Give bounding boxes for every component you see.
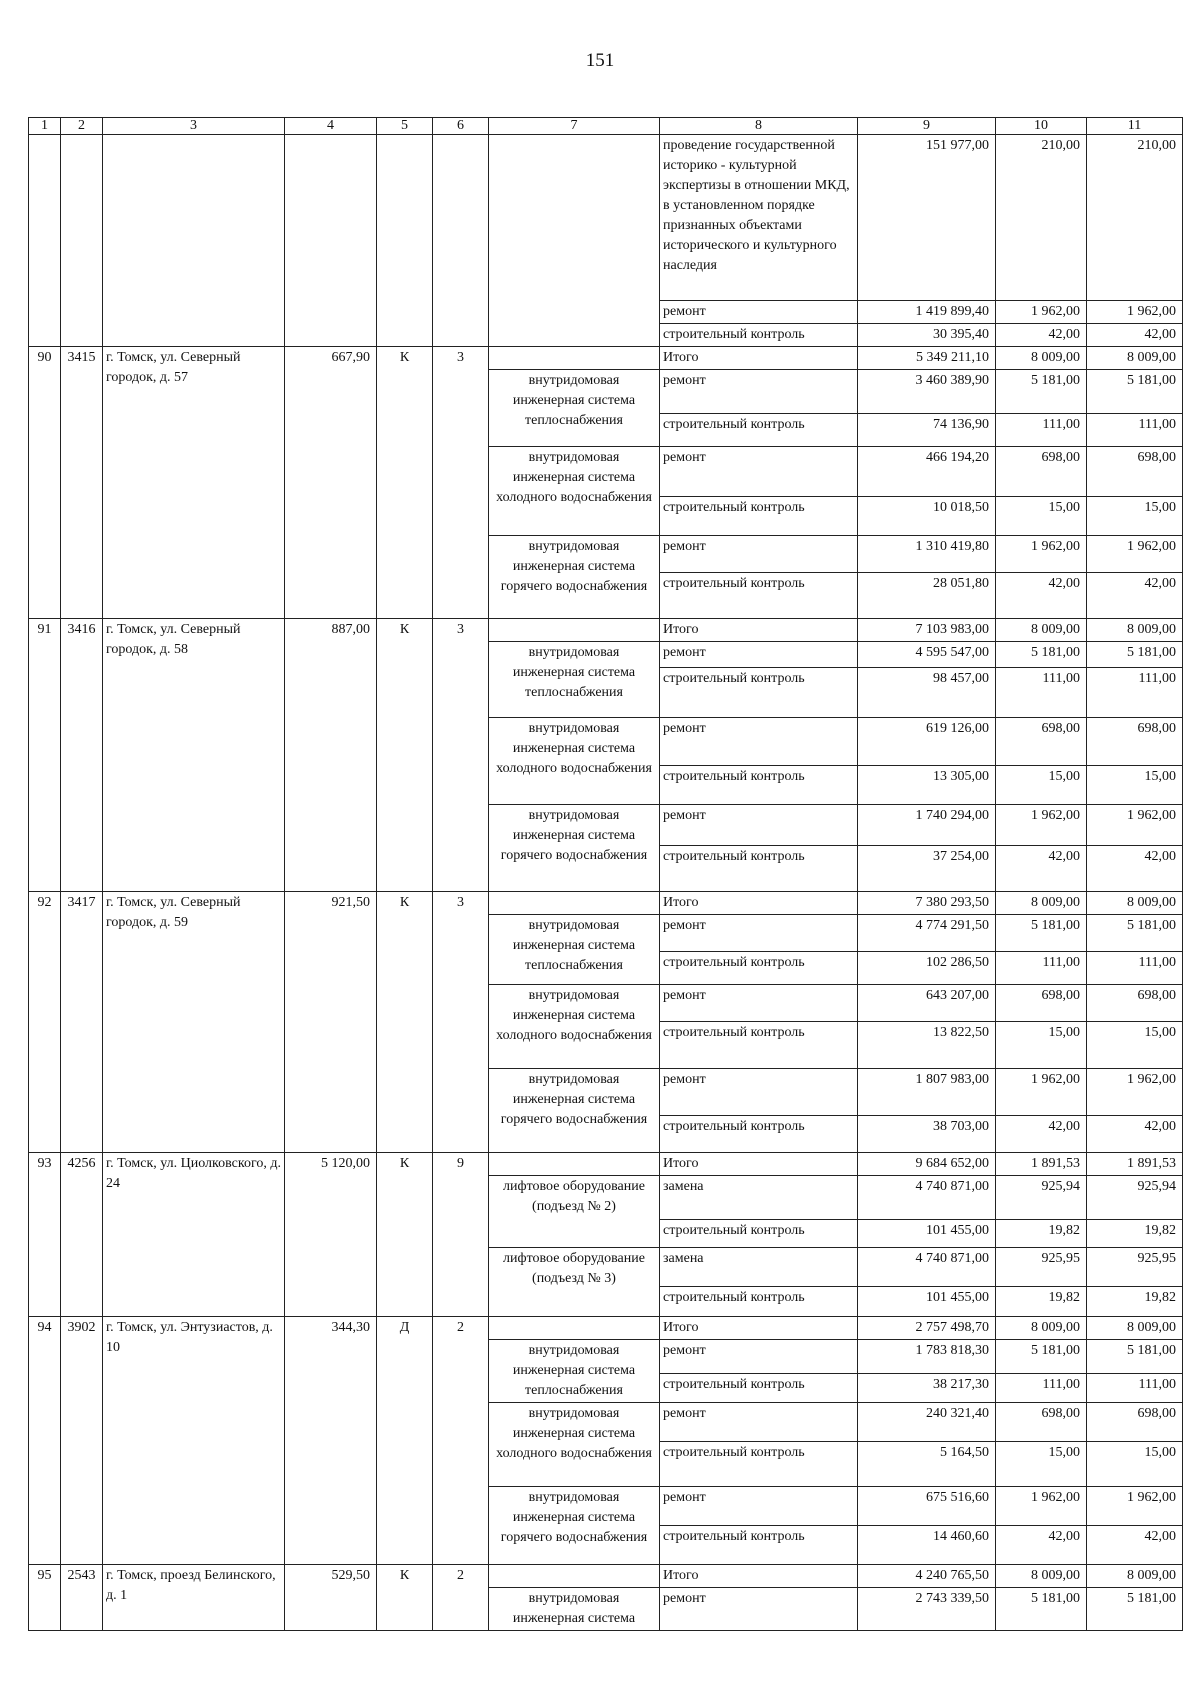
column-number: 5: [377, 118, 433, 135]
engineering-system: внутридомовая инженерная система холодного водоснабжения: [489, 985, 660, 1069]
work-type: ремонт: [660, 1340, 858, 1374]
cost-per-sqm: 8 009,00: [996, 892, 1087, 915]
cell-empty: [103, 135, 285, 347]
cost-per-sqm: 19,82: [996, 1287, 1087, 1317]
work-type: ремонт: [660, 1588, 858, 1631]
cost-per-sqm: 8 009,00: [996, 347, 1087, 370]
building-floors: 3: [433, 619, 489, 892]
cost-per-sqm: 698,00: [996, 447, 1087, 497]
engineering-system: внутридомовая инженерная система теплоснабжения: [489, 642, 660, 718]
cost-limit: 698,00: [1087, 985, 1183, 1022]
cost-total: 28 051,80: [858, 573, 996, 619]
work-type: ремонт: [660, 1403, 858, 1442]
cost-total: 619 126,00: [858, 718, 996, 766]
repair-schedule-table: [28, 117, 1183, 1631]
work-type: ремонт: [660, 642, 858, 668]
cost-total: 7 103 983,00: [858, 619, 996, 642]
work-type: строительный контроль: [660, 1287, 858, 1317]
building-code: 2543: [61, 1565, 103, 1631]
cost-per-sqm: 5 181,00: [996, 370, 1087, 414]
cost-total: 5 349 211,10: [858, 347, 996, 370]
column-number: 11: [1087, 118, 1183, 135]
cost-per-sqm: 925,94: [996, 1176, 1087, 1220]
work-type: ремонт: [660, 370, 858, 414]
work-type: Итого: [660, 1153, 858, 1176]
cost-per-sqm: 42,00: [996, 324, 1087, 347]
cost-limit: 111,00: [1087, 952, 1183, 985]
cost-total: 2 743 339,50: [858, 1588, 996, 1631]
cost-total: 98 457,00: [858, 668, 996, 718]
column-number: 2: [61, 118, 103, 135]
cost-total: 7 380 293,50: [858, 892, 996, 915]
cost-total: 2 757 498,70: [858, 1317, 996, 1340]
cost-per-sqm: 210,00: [996, 135, 1087, 301]
cost-total: 240 321,40: [858, 1403, 996, 1442]
cost-limit: 1 891,53: [1087, 1153, 1183, 1176]
building-area: 344,30: [285, 1317, 377, 1565]
building-address: г. Томск, ул. Северный городок, д. 59: [103, 892, 285, 1153]
table-row: [29, 1153, 1183, 1176]
building-address: г. Томск, ул. Энтузиастов, д. 10: [103, 1317, 285, 1565]
work-type: строительный контроль: [660, 766, 858, 805]
cost-limit: 42,00: [1087, 846, 1183, 892]
work-type: ремонт: [660, 536, 858, 573]
cost-total: 151 977,00: [858, 135, 996, 301]
engineering-system: внутридомовая инженерная система горячего водоснабжения: [489, 805, 660, 892]
engineering-system: внутридомовая инженерная система теплоснабжения: [489, 370, 660, 447]
building-type: К: [377, 892, 433, 1153]
cost-per-sqm: 698,00: [996, 985, 1087, 1022]
building-type: К: [377, 619, 433, 892]
building-type: К: [377, 1565, 433, 1631]
work-type: ремонт: [660, 985, 858, 1022]
cell-empty: [285, 135, 377, 347]
column-number: 7: [489, 118, 660, 135]
cost-per-sqm: 111,00: [996, 952, 1087, 985]
cost-total: 1 783 818,30: [858, 1340, 996, 1374]
cost-per-sqm: 5 181,00: [996, 1340, 1087, 1374]
building-floors: 3: [433, 892, 489, 1153]
row-number: 94: [29, 1317, 61, 1565]
cost-per-sqm: 925,95: [996, 1248, 1087, 1287]
work-type: строительный контроль: [660, 1116, 858, 1153]
work-type: строительный контроль: [660, 324, 858, 347]
cost-total: 101 455,00: [858, 1220, 996, 1248]
row-number: 91: [29, 619, 61, 892]
column-number: 6: [433, 118, 489, 135]
work-type: Итого: [660, 892, 858, 915]
cost-limit: 698,00: [1087, 718, 1183, 766]
cost-total: 102 286,50: [858, 952, 996, 985]
cost-per-sqm: 5 181,00: [996, 642, 1087, 668]
building-area: 667,90: [285, 347, 377, 619]
engineering-system: внутридомовая инженерная система теплоснабжения: [489, 1340, 660, 1403]
row-number: 93: [29, 1153, 61, 1317]
building-address: г. Томск, проезд Белинского, д. 1: [103, 1565, 285, 1631]
cost-per-sqm: 1 962,00: [996, 301, 1087, 324]
page-number: 151: [585, 50, 615, 71]
cost-limit: 42,00: [1087, 573, 1183, 619]
work-type: ремонт: [660, 915, 858, 952]
cost-limit: 8 009,00: [1087, 892, 1183, 915]
work-type: замена: [660, 1176, 858, 1220]
cell-empty: [61, 135, 103, 347]
row-number: 90: [29, 347, 61, 619]
building-floors: 9: [433, 1153, 489, 1317]
engineering-system: внутридомовая инженерная система холодного водоснабжения: [489, 447, 660, 536]
cost-limit: 111,00: [1087, 414, 1183, 447]
work-type: Итого: [660, 347, 858, 370]
cost-limit: 925,94: [1087, 1176, 1183, 1220]
cost-limit: 8 009,00: [1087, 347, 1183, 370]
building-code: 3417: [61, 892, 103, 1153]
cell-empty: [377, 135, 433, 347]
cost-per-sqm: 19,82: [996, 1220, 1087, 1248]
cost-limit: 5 181,00: [1087, 915, 1183, 952]
work-type: ремонт: [660, 1487, 858, 1526]
cost-limit: 8 009,00: [1087, 1317, 1183, 1340]
engineering-system: внутридомовая инженерная система горячего водоснабжения: [489, 1069, 660, 1153]
work-type: Итого: [660, 1565, 858, 1588]
cost-limit: 42,00: [1087, 1116, 1183, 1153]
cost-total: 13 822,50: [858, 1022, 996, 1069]
work-type: ремонт: [660, 718, 858, 766]
cost-limit: 19,82: [1087, 1220, 1183, 1248]
cost-per-sqm: 111,00: [996, 1373, 1087, 1402]
work-type: строительный контроль: [660, 952, 858, 985]
cost-limit: 111,00: [1087, 668, 1183, 718]
row-number: 92: [29, 892, 61, 1153]
cost-per-sqm: 1 962,00: [996, 1487, 1087, 1526]
cost-per-sqm: 8 009,00: [996, 619, 1087, 642]
cost-total: 74 136,90: [858, 414, 996, 447]
cost-total: 37 254,00: [858, 846, 996, 892]
table-row: [29, 619, 1183, 642]
cost-total: 643 207,00: [858, 985, 996, 1022]
column-number: 10: [996, 118, 1087, 135]
column-number: 9: [858, 118, 996, 135]
cost-limit: 5 181,00: [1087, 642, 1183, 668]
building-code: 4256: [61, 1153, 103, 1317]
cell-empty: [29, 135, 61, 347]
work-type: строительный контроль: [660, 846, 858, 892]
table-row: [29, 892, 1183, 915]
cost-per-sqm: 5 181,00: [996, 915, 1087, 952]
column-number: 3: [103, 118, 285, 135]
cost-limit: 15,00: [1087, 497, 1183, 536]
cost-total: 4 740 871,00: [858, 1248, 996, 1287]
cell-empty: [489, 892, 660, 915]
cost-per-sqm: 1 891,53: [996, 1153, 1087, 1176]
cost-per-sqm: 8 009,00: [996, 1565, 1087, 1588]
cost-total: 4 740 871,00: [858, 1176, 996, 1220]
engineering-system: внутридомовая инженерная система горячего водоснабжения: [489, 1487, 660, 1565]
cost-total: 3 460 389,90: [858, 370, 996, 414]
work-type: проведение государственной историко - культурной экспертизы в отношении МКД, в установленном порядке признанных объектами исторического и культурного наследия: [660, 135, 858, 301]
cost-limit: 1 962,00: [1087, 536, 1183, 573]
engineering-system: внутридомовая инженерная система холодного водоснабжения: [489, 718, 660, 805]
building-address: г. Томск, ул. Циолковского, д. 24: [103, 1153, 285, 1317]
work-type: замена: [660, 1248, 858, 1287]
cost-total: 4 240 765,50: [858, 1565, 996, 1588]
work-type: строительный контроль: [660, 668, 858, 718]
engineering-system: лифтовое оборудование (подъезд № 3): [489, 1248, 660, 1317]
cost-limit: 8 009,00: [1087, 1565, 1183, 1588]
work-type: строительный контроль: [660, 1220, 858, 1248]
building-type: К: [377, 1153, 433, 1317]
cost-total: 13 305,00: [858, 766, 996, 805]
building-address: г. Томск, ул. Северный городок, д. 57: [103, 347, 285, 619]
engineering-system: внутридомовая инженерная система теплоснабжения: [489, 915, 660, 985]
table-row: [29, 1317, 1183, 1340]
cost-total: 5 164,50: [858, 1442, 996, 1487]
work-type: строительный контроль: [660, 414, 858, 447]
cost-limit: 1 962,00: [1087, 301, 1183, 324]
engineering-system: лифтовое оборудование (подъезд № 2): [489, 1176, 660, 1248]
cell-empty: [489, 1153, 660, 1176]
table-row: [29, 1565, 1183, 1588]
building-code: 3902: [61, 1317, 103, 1565]
cost-total: 14 460,60: [858, 1526, 996, 1565]
cost-limit: 210,00: [1087, 135, 1183, 301]
cost-limit: 15,00: [1087, 1022, 1183, 1069]
cost-total: 10 018,50: [858, 497, 996, 536]
work-type: строительный контроль: [660, 1022, 858, 1069]
cell-empty: [489, 135, 660, 347]
work-type: строительный контроль: [660, 1442, 858, 1487]
column-number: 1: [29, 118, 61, 135]
work-type: ремонт: [660, 1069, 858, 1116]
work-type: Итого: [660, 1317, 858, 1340]
cost-per-sqm: 42,00: [996, 1526, 1087, 1565]
cell-empty: [489, 619, 660, 642]
cost-total: 466 194,20: [858, 447, 996, 497]
cost-limit: 42,00: [1087, 1526, 1183, 1565]
engineering-system: внутридомовая инженерная система: [489, 1588, 660, 1631]
cost-limit: 5 181,00: [1087, 370, 1183, 414]
cost-limit: 1 962,00: [1087, 1069, 1183, 1116]
cost-per-sqm: 111,00: [996, 668, 1087, 718]
building-code: 3415: [61, 347, 103, 619]
building-address: г. Томск, ул. Северный городок, д. 58: [103, 619, 285, 892]
cost-per-sqm: 42,00: [996, 573, 1087, 619]
work-type: ремонт: [660, 805, 858, 846]
building-type: Д: [377, 1317, 433, 1565]
cost-limit: 698,00: [1087, 1403, 1183, 1442]
cost-limit: 925,95: [1087, 1248, 1183, 1287]
column-number: 4: [285, 118, 377, 135]
column-number: 8: [660, 118, 858, 135]
work-type: строительный контроль: [660, 1526, 858, 1565]
cost-per-sqm: 1 962,00: [996, 1069, 1087, 1116]
cost-per-sqm: 698,00: [996, 1403, 1087, 1442]
cost-total: 4 774 291,50: [858, 915, 996, 952]
building-area: 921,50: [285, 892, 377, 1153]
engineering-system: внутридомовая инженерная система холодного водоснабжения: [489, 1403, 660, 1487]
cell-empty: [489, 1565, 660, 1588]
cost-limit: 42,00: [1087, 324, 1183, 347]
cost-total: 1 740 294,00: [858, 805, 996, 846]
cost-limit: 5 181,00: [1087, 1588, 1183, 1631]
cost-total: 101 455,00: [858, 1287, 996, 1317]
cost-limit: 111,00: [1087, 1373, 1183, 1402]
cost-total: 675 516,60: [858, 1487, 996, 1526]
cost-total: 30 395,40: [858, 324, 996, 347]
cost-per-sqm: 1 962,00: [996, 805, 1087, 846]
table-row: [29, 135, 1183, 301]
row-number: 95: [29, 1565, 61, 1631]
cost-total: 38 217,30: [858, 1373, 996, 1402]
cost-per-sqm: 15,00: [996, 1022, 1087, 1069]
cost-per-sqm: 15,00: [996, 1442, 1087, 1487]
building-area: 5 120,00: [285, 1153, 377, 1317]
building-area: 529,50: [285, 1565, 377, 1631]
cost-total: 9 684 652,00: [858, 1153, 996, 1176]
engineering-system: внутридомовая инженерная система горячего водоснабжения: [489, 536, 660, 619]
cost-total: 1 419 899,40: [858, 301, 996, 324]
cost-limit: 15,00: [1087, 1442, 1183, 1487]
work-type: строительный контроль: [660, 497, 858, 536]
building-floors: 2: [433, 1565, 489, 1631]
cost-per-sqm: 42,00: [996, 846, 1087, 892]
cost-per-sqm: 5 181,00: [996, 1588, 1087, 1631]
building-floors: 3: [433, 347, 489, 619]
cost-limit: 5 181,00: [1087, 1340, 1183, 1374]
cost-limit: 1 962,00: [1087, 805, 1183, 846]
cell-empty: [489, 1317, 660, 1340]
building-type: К: [377, 347, 433, 619]
building-code: 3416: [61, 619, 103, 892]
cost-per-sqm: 698,00: [996, 718, 1087, 766]
cost-per-sqm: 8 009,00: [996, 1317, 1087, 1340]
cost-per-sqm: 15,00: [996, 766, 1087, 805]
work-type: Итого: [660, 619, 858, 642]
cost-total: 4 595 547,00: [858, 642, 996, 668]
cost-per-sqm: 15,00: [996, 497, 1087, 536]
cost-total: 38 703,00: [858, 1116, 996, 1153]
column-number-row: [29, 118, 1183, 135]
cost-limit: 8 009,00: [1087, 619, 1183, 642]
cost-total: 1 807 983,00: [858, 1069, 996, 1116]
building-floors: 2: [433, 1317, 489, 1565]
cost-per-sqm: 111,00: [996, 414, 1087, 447]
table-row: [29, 347, 1183, 370]
cost-total: 1 310 419,80: [858, 536, 996, 573]
work-type: ремонт: [660, 447, 858, 497]
work-type: ремонт: [660, 301, 858, 324]
building-area: 887,00: [285, 619, 377, 892]
work-type: строительный контроль: [660, 1373, 858, 1402]
cost-limit: 19,82: [1087, 1287, 1183, 1317]
cost-per-sqm: 42,00: [996, 1116, 1087, 1153]
cost-limit: 698,00: [1087, 447, 1183, 497]
cost-limit: 15,00: [1087, 766, 1183, 805]
work-type: строительный контроль: [660, 573, 858, 619]
cost-per-sqm: 1 962,00: [996, 536, 1087, 573]
cell-empty: [433, 135, 489, 347]
cell-empty: [489, 347, 660, 370]
cost-limit: 1 962,00: [1087, 1487, 1183, 1526]
